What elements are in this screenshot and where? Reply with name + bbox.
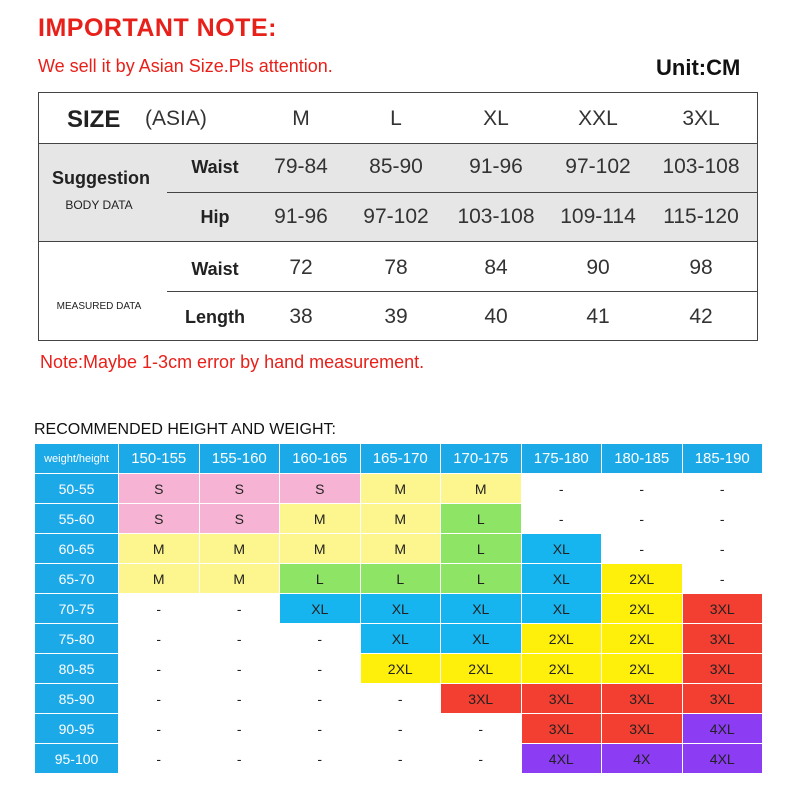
height-header: 180-185 xyxy=(602,444,683,474)
size-value: 38 xyxy=(289,305,313,328)
table-row xyxy=(35,594,763,624)
size-cell: XL xyxy=(521,594,602,624)
size-header: XXL xyxy=(578,107,618,130)
size-value: 115-120 xyxy=(663,205,739,228)
size-value: 103-108 xyxy=(662,155,740,178)
size-cell: 3XL xyxy=(602,714,683,744)
height-header: 165-170 xyxy=(360,444,441,474)
size-cell: 3XL xyxy=(602,684,683,714)
size-cell: - xyxy=(280,744,361,774)
size-cell: XL xyxy=(521,564,602,594)
height-header: 175-180 xyxy=(521,444,602,474)
table-row xyxy=(35,744,763,774)
size-cell: XL xyxy=(280,594,361,624)
size-cell: 2XL xyxy=(441,654,522,684)
weight-label: 75-80 xyxy=(35,624,119,654)
size-cell: M xyxy=(199,564,280,594)
size-cell: - xyxy=(280,654,361,684)
size-cell: - xyxy=(280,624,361,654)
size-cell: 2XL xyxy=(602,594,683,624)
size-cell: 2XL xyxy=(521,624,602,654)
size-value: 39 xyxy=(384,305,408,328)
size-cell: M xyxy=(119,534,200,564)
size-cell: 3XL xyxy=(682,624,763,654)
size-cell: - xyxy=(119,654,200,684)
table-row xyxy=(35,474,763,504)
height-header-row xyxy=(35,444,763,474)
size-cell: - xyxy=(119,624,200,654)
size-cell: 3XL xyxy=(682,684,763,714)
size-cell: - xyxy=(199,654,280,684)
size-cell: - xyxy=(360,714,441,744)
size-cell: XL xyxy=(441,624,522,654)
size-value: 40 xyxy=(484,305,508,328)
size-cell: XL xyxy=(441,594,522,624)
size-value: 97-102 xyxy=(363,205,429,228)
size-cell: L xyxy=(360,564,441,594)
size-value: 97-102 xyxy=(565,155,631,178)
weight-label: 95-100 xyxy=(35,744,119,774)
size-cell: 2XL xyxy=(602,624,683,654)
size-table xyxy=(38,92,758,341)
row-label-waist-measured: Waist xyxy=(191,259,239,279)
size-value: 103-108 xyxy=(457,205,535,228)
table-row xyxy=(35,564,763,594)
size-cell: - xyxy=(280,714,361,744)
size-cell: 3XL xyxy=(682,654,763,684)
size-value: 98 xyxy=(689,256,713,279)
height-header: 170-175 xyxy=(441,444,522,474)
weight-label: 65-70 xyxy=(35,564,119,594)
size-header: M xyxy=(292,107,310,130)
size-value: 79-84 xyxy=(274,155,328,178)
unit-label: Unit:CM xyxy=(656,55,741,80)
size-cell: 3XL xyxy=(521,684,602,714)
size-value: 72 xyxy=(289,256,313,279)
size-cell: M xyxy=(360,534,441,564)
measured-data-label: MEASURED DATA xyxy=(56,301,142,312)
size-value: 78 xyxy=(384,256,408,279)
size-header: 3XL xyxy=(682,107,720,130)
size-cell: 4X xyxy=(602,744,683,774)
size-cell: M xyxy=(360,474,441,504)
size-cell: L xyxy=(441,534,522,564)
row-label-waist: Waist xyxy=(191,157,239,177)
size-cell: - xyxy=(119,744,200,774)
weight-label: 80-85 xyxy=(35,654,119,684)
weight-label: 70-75 xyxy=(35,594,119,624)
recommended-size-grid xyxy=(34,443,763,774)
height-header: 160-165 xyxy=(280,444,361,474)
size-value: 109-114 xyxy=(560,205,636,228)
size-cell: S xyxy=(280,474,361,504)
size-header: XL xyxy=(483,107,509,130)
size-cell: - xyxy=(441,744,522,774)
height-header: 150-155 xyxy=(119,444,200,474)
corner-label: weight/height xyxy=(35,444,119,474)
size-cell: - xyxy=(521,504,602,534)
size-cell: S xyxy=(119,504,200,534)
size-cell: M xyxy=(280,534,361,564)
size-cell: XL xyxy=(360,594,441,624)
measurement-note: Note:Maybe 1-3cm error by hand measurement. xyxy=(40,352,425,372)
size-cell: - xyxy=(280,684,361,714)
size-cell: XL xyxy=(521,534,602,564)
size-cell: - xyxy=(682,534,763,564)
size-cell: S xyxy=(119,474,200,504)
size-cell: - xyxy=(119,684,200,714)
weight-label: 60-65 xyxy=(35,534,119,564)
size-cell: - xyxy=(199,624,280,654)
size-cell: 3XL xyxy=(521,714,602,744)
size-cell: - xyxy=(682,504,763,534)
size-cell: S xyxy=(199,504,280,534)
size-cell: M xyxy=(441,474,522,504)
height-header: 185-190 xyxy=(682,444,763,474)
size-value: 91-96 xyxy=(274,205,328,228)
body-data-label: BODY DATA xyxy=(65,198,133,212)
asian-size-notice: We sell it by Asian Size.Pls attention. xyxy=(38,56,333,76)
size-cell: 2XL xyxy=(521,654,602,684)
size-cell: - xyxy=(602,474,683,504)
table-row xyxy=(35,654,763,684)
table-row xyxy=(35,714,763,744)
size-cell: L xyxy=(441,564,522,594)
size-cell: - xyxy=(360,684,441,714)
table-row xyxy=(35,684,763,714)
size-cell: 2XL xyxy=(602,564,683,594)
table-row xyxy=(35,504,763,534)
row-label-length: Length xyxy=(185,307,245,327)
weight-label: 55-60 xyxy=(35,504,119,534)
size-cell: 2XL xyxy=(602,654,683,684)
size-cell: - xyxy=(602,504,683,534)
size-cell: M xyxy=(119,564,200,594)
size-cell: 4XL xyxy=(682,744,763,774)
table-row xyxy=(35,534,763,564)
size-cell: M xyxy=(360,504,441,534)
size-value: 90 xyxy=(586,256,610,279)
recommended-title: RECOMMENDED HEIGHT AND WEIGHT: xyxy=(34,421,336,438)
size-cell: - xyxy=(682,474,763,504)
size-asia-label: (ASIA) xyxy=(145,107,207,130)
height-header: 155-160 xyxy=(199,444,280,474)
weight-label: 85-90 xyxy=(35,684,119,714)
size-cell: 4XL xyxy=(682,714,763,744)
size-cell: - xyxy=(199,594,280,624)
weight-label: 50-55 xyxy=(35,474,119,504)
size-cell: 3XL xyxy=(441,684,522,714)
size-cell: 3XL xyxy=(682,594,763,624)
size-value: 91-96 xyxy=(469,155,523,178)
size-cell: L xyxy=(280,564,361,594)
size-cell: S xyxy=(199,474,280,504)
size-cell: - xyxy=(199,744,280,774)
size-cell: - xyxy=(119,714,200,744)
table-row xyxy=(35,624,763,654)
size-value: 42 xyxy=(689,305,713,328)
size-cell: - xyxy=(602,534,683,564)
size-value: 85-90 xyxy=(369,155,423,178)
size-cell: 4XL xyxy=(521,744,602,774)
size-header: L xyxy=(390,107,402,130)
size-cell: - xyxy=(199,714,280,744)
size-cell: - xyxy=(360,744,441,774)
size-value: 41 xyxy=(586,305,610,328)
size-cell: - xyxy=(119,594,200,624)
size-cell: - xyxy=(199,684,280,714)
size-value: 84 xyxy=(484,256,508,279)
size-cell: L xyxy=(441,504,522,534)
size-label: SIZE xyxy=(67,106,121,133)
row-label-hip: Hip xyxy=(200,207,230,227)
weight-label: 90-95 xyxy=(35,714,119,744)
size-cell: 2XL xyxy=(360,654,441,684)
size-cell: M xyxy=(199,534,280,564)
size-cell: XL xyxy=(360,624,441,654)
size-cell: M xyxy=(280,504,361,534)
size-cell: - xyxy=(682,564,763,594)
size-cell: - xyxy=(441,714,522,744)
suggestion-label: Suggestion xyxy=(52,168,150,188)
size-cell: - xyxy=(521,474,602,504)
important-note-title: IMPORTANT NOTE: xyxy=(38,14,277,42)
